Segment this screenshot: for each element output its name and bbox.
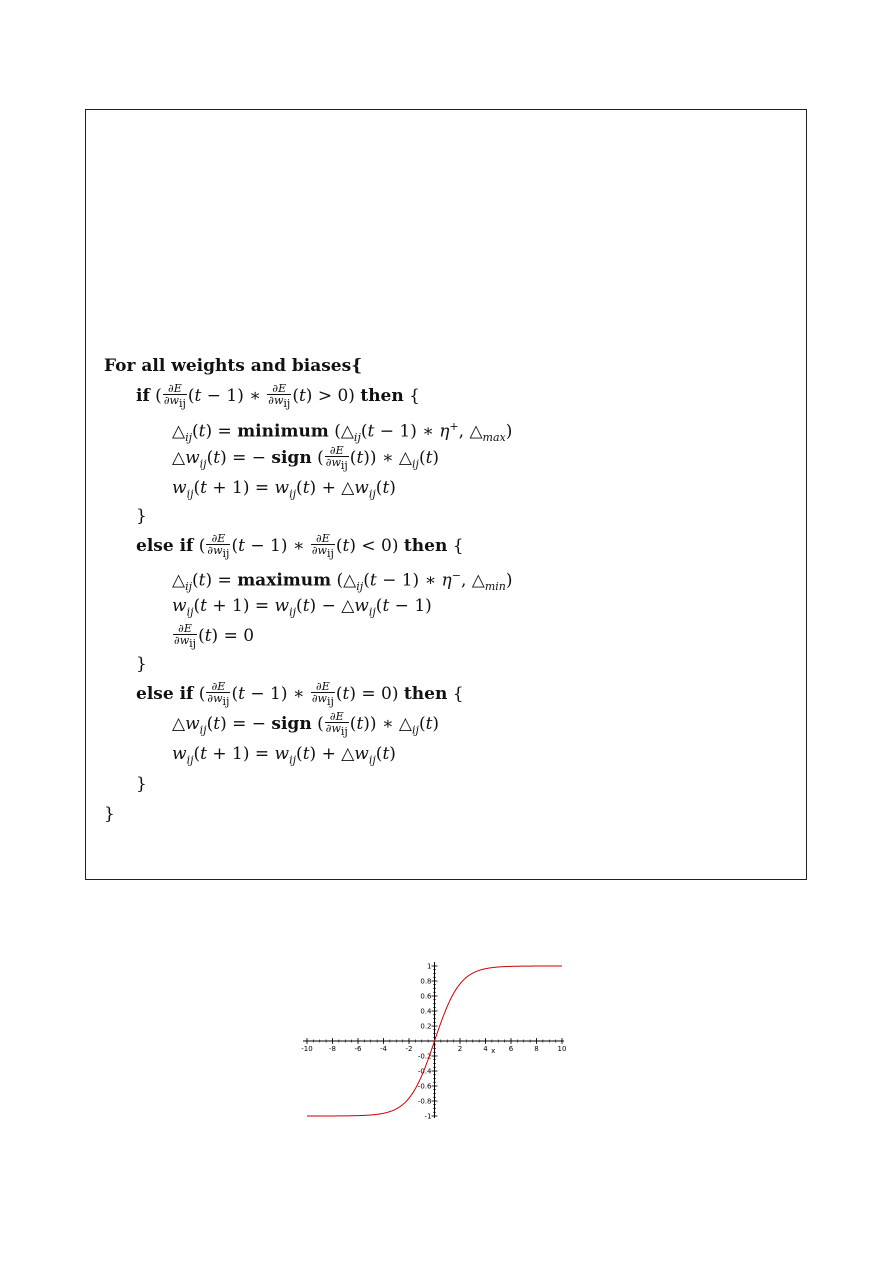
x-tick-label: -6 (354, 1045, 362, 1053)
x-tick-label: -10 (301, 1045, 313, 1053)
algo-header: For all weights and biases{ (104, 356, 363, 376)
y-tick-label: -0.6 (417, 1082, 432, 1091)
y-tick-label: 0.4 (420, 1007, 432, 1016)
tanh-curve (307, 966, 562, 1116)
y-tick-label: 0.2 (420, 1022, 432, 1031)
condition-negative: else if ( $\frac{\partial E}{\partial w_{ij}}$ (t − 1) ∗ $\frac{\partial E}{\partial w_{ij}}$ (t) < 0) then { (136, 532, 464, 561)
x-tick-label: 2 (457, 1045, 463, 1053)
condition-positive: if ( $\frac{\partial E}{\partial w_{ij}}$ (t − 1) ∗ $\frac{\partial E}{\partial w_{ij}}$ (t) > 0) then { (136, 382, 420, 411)
y-tick-label: -0.4 (417, 1067, 432, 1076)
close-brace-3: } (136, 774, 147, 794)
y-tick-label: 0.6 (420, 992, 432, 1001)
x-tick-label: -2 (405, 1045, 413, 1053)
x-tick-label: 10 (557, 1045, 567, 1053)
condition-zero: else if ( $\frac{\partial E}{\partial w_{ij}}$ (t − 1) ∗ $\frac{\partial E}{\partial w_{ij}}$ (t) = 0) then { (136, 680, 464, 709)
y-tick-label: -0.2 (417, 1052, 432, 1061)
close-brace-2: } (136, 654, 147, 674)
weight-update-positive: $w_{ij}(t + 1) = w_{ij}(t)$ + $\triangle w_{ij}(t)$ (172, 478, 396, 501)
x-tick-label: -8 (329, 1045, 336, 1053)
x-tick-label: 6 (508, 1045, 514, 1053)
chart-ticks (301, 963, 566, 1121)
y-tick-label: 0.8 (420, 977, 432, 986)
step-update-min: $\triangle_{ij}(t)$ = maximum ($\triangle_{ij}(t - 1)$ ∗ η−, $\triangle_{min}$) (172, 569, 513, 594)
weight-backtrack: $w_{ij}(t + 1) = w_{ij}(t)$ − $\triangle w_{ij}(t - 1)$ (172, 596, 432, 619)
x-tick-label: 8 (534, 1045, 539, 1053)
step-update-max: $\triangle_{ij}(t)$ = minimum ($\triangle_{ij}(t - 1)$ ∗ η+, $\triangle_{max}$) (172, 420, 513, 445)
gradient-reset: $\frac{\partial E}{\partial w_{ij}}$ (t) = 0 (174, 622, 255, 651)
close-brace-outer: } (104, 804, 115, 824)
y-tick-label: -1 (424, 1112, 432, 1121)
chart-axes (303, 962, 564, 1118)
y-tick-label: -0.8 (417, 1097, 432, 1106)
weight-update-zero: $w_{ij}(t + 1) = w_{ij}(t)$ + $\triangle w_{ij}(t)$ (172, 744, 396, 767)
x-tick-label: -4 (380, 1045, 387, 1053)
y-tick-label: 1 (427, 962, 432, 971)
x-tick-label: 4 (483, 1045, 488, 1053)
delta-weight-zero: $\triangle w_{ij}(t)$ = − sign ( $\frac{\partial E}{\partial w_{ij}}$ (t)) ∗ $\triangle_{ij}(t)$ (172, 710, 440, 739)
x-axis-label: x (491, 1047, 496, 1055)
close-brace-1: } (136, 506, 147, 526)
delta-weight-positive: $\triangle w_{ij}(t)$ = − sign ( $\frac{\partial E}{\partial w_{ij}}$ (t)) ∗ $\triangle_{ij}(t)$ (172, 444, 440, 473)
